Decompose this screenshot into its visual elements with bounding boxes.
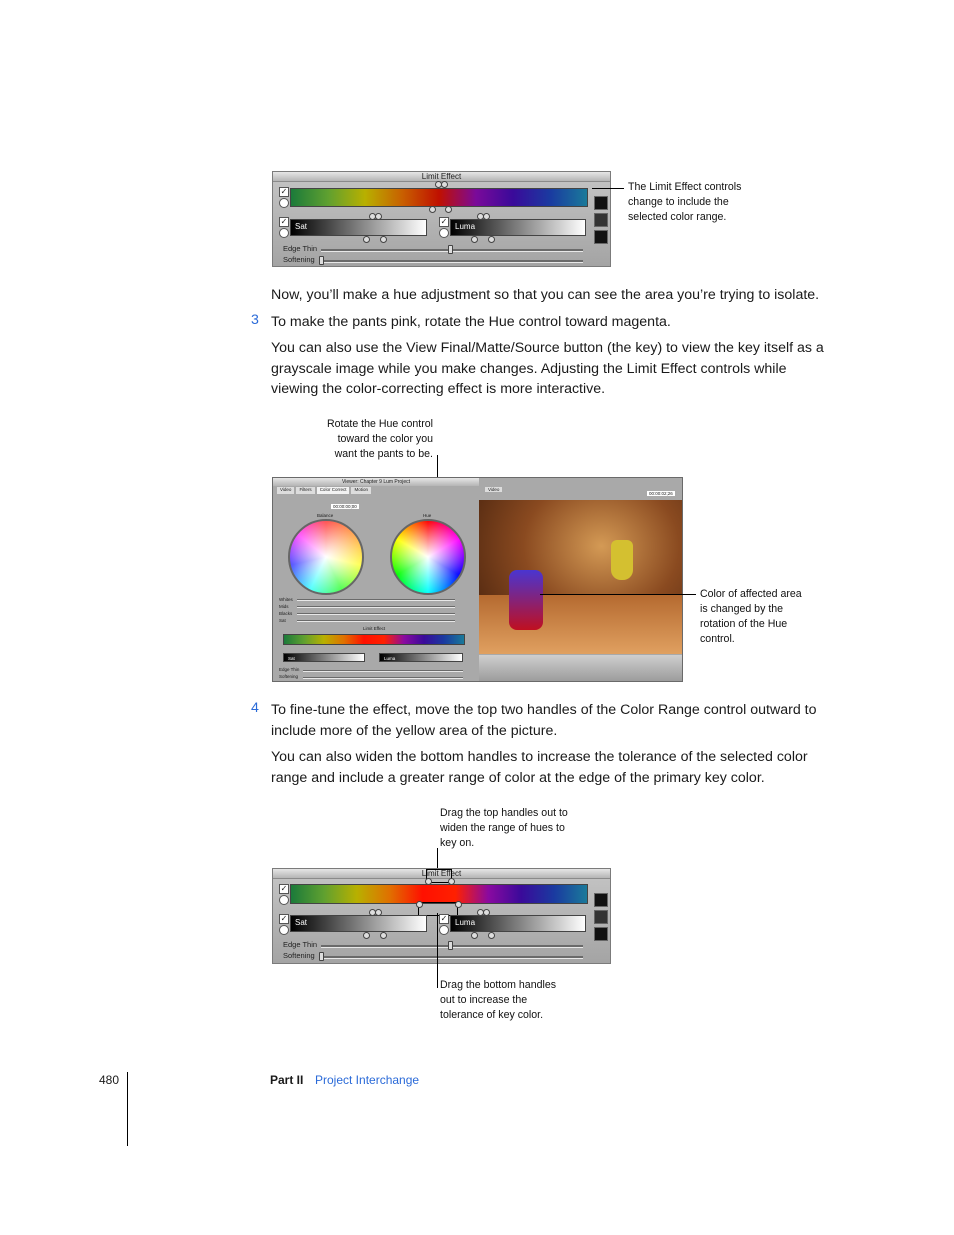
caption-top-leader-3 xyxy=(437,848,438,868)
eyedropper-icon[interactable] xyxy=(594,196,608,210)
hue-invert-radio-3[interactable] xyxy=(279,895,289,905)
sat-bottom-handle-left[interactable] xyxy=(363,236,370,243)
softening-label: Softening xyxy=(283,255,315,264)
pants-highlight xyxy=(509,570,543,630)
top-handle-right-3[interactable] xyxy=(448,878,455,885)
luma-bottom-handle-left-3[interactable] xyxy=(471,932,478,939)
edge-thin-label-mini: Edge Thin xyxy=(279,667,300,672)
bottom-handle-right-3[interactable] xyxy=(455,901,462,908)
bottom-handle-left[interactable] xyxy=(429,206,436,213)
slider-label-whites: Whites xyxy=(279,597,293,602)
step-3-number: 3 xyxy=(251,312,259,328)
color-range-bar-3[interactable] xyxy=(290,884,588,904)
caption-bottom-leader-3 xyxy=(437,913,438,988)
blacks-slider[interactable] xyxy=(297,613,455,615)
hue-invert-radio[interactable] xyxy=(279,198,289,208)
viewer-title-bar: Viewer: Chapter 9 Lum Project xyxy=(273,478,479,486)
step-4-number: 4 xyxy=(251,700,259,716)
color-range-bar[interactable] xyxy=(290,188,588,207)
select-color-icon-3[interactable] xyxy=(594,910,608,924)
mids-slider[interactable] xyxy=(297,606,455,608)
view-key-icon[interactable] xyxy=(594,230,608,244)
figure3-caption-bottom: Drag the bottom handles out to increase the tolerance of key color. xyxy=(440,979,557,1021)
softening-label-mini: Softening xyxy=(279,674,299,679)
footer-section: Project Interchange xyxy=(315,1073,420,1087)
luma-enable-checkbox-3[interactable]: ✓ xyxy=(440,914,448,923)
paragraph-1: Now, you’ll make a hue adjustment so that you can see the area you’re trying to isolate. xyxy=(271,287,820,303)
luma-bottom-handle-left[interactable] xyxy=(471,236,478,243)
luma-range-bar[interactable]: Luma xyxy=(450,219,586,236)
color-range-bar-mini[interactable] xyxy=(283,634,465,645)
paragraph-2: You can also use the View Final/Matte/Source button (the key) to view the key itself as a grayscale image while you make changes. Adjusting the Limit Effect controls while viewing the color-correcting effect is more interactive. xyxy=(271,340,824,397)
bottom-handles-highlight-box xyxy=(418,902,458,916)
footer-part: Part II xyxy=(270,1073,304,1087)
hue-enable-checkbox[interactable]: ✓ xyxy=(280,187,288,196)
top-handle-right[interactable] xyxy=(441,181,448,188)
softening-label-3: Softening xyxy=(283,951,315,960)
edge-thin-label: Edge Thin xyxy=(283,244,318,253)
dancer-dress xyxy=(611,540,633,580)
timecode-left: 00:00:00;00 xyxy=(333,504,357,509)
sat-bottom-handle-left-3[interactable] xyxy=(363,932,370,939)
sat-enable-checkbox-3[interactable]: ✓ xyxy=(280,914,288,923)
softening-slider-3[interactable] xyxy=(321,956,583,959)
sat-slider[interactable] xyxy=(297,620,455,622)
sat-invert-radio-3[interactable] xyxy=(279,925,289,935)
sat-range-bar-mini[interactable]: Sat xyxy=(283,653,365,662)
step-3-text: To make the pants pink, rotate the Hue control toward magenta. xyxy=(271,314,671,330)
limit-effect-panel-3 xyxy=(272,868,611,964)
whites-slider[interactable] xyxy=(297,599,455,601)
figure1-caption: The Limit Effect controls change to include the selected color range. xyxy=(628,181,742,223)
luma-bottom-handle-right[interactable] xyxy=(488,236,495,243)
tab-color-correct[interactable]: Color Correct xyxy=(317,487,350,494)
caption-right-leader xyxy=(540,594,696,595)
tab-motion[interactable]: Motion xyxy=(351,487,371,494)
balance-label: Balance xyxy=(317,513,334,518)
paragraph-3: You can also widen the bottom handles to increase the tolerance of the selected color range and include a greater range of color at the edge of the primary key color. xyxy=(271,749,808,786)
luma-range-bar-mini[interactable]: Luma xyxy=(379,653,463,662)
figure3-caption-top: Drag the top handles out to widen the range of hues to key on. xyxy=(440,807,568,849)
eyedropper-icon-3[interactable] xyxy=(594,893,608,907)
luma-invert-radio-3[interactable] xyxy=(439,925,449,935)
sat-enable-checkbox[interactable]: ✓ xyxy=(280,217,288,226)
timecode-right: 00:00:02;26 xyxy=(649,491,673,496)
softening-handle-3[interactable] xyxy=(319,952,324,961)
slider-label-sat: Sat xyxy=(279,618,286,623)
select-color-icon[interactable] xyxy=(594,213,608,227)
viewer-tabs xyxy=(277,487,371,494)
bottom-handle-right[interactable] xyxy=(445,206,452,213)
softening-handle[interactable] xyxy=(319,256,324,265)
tab-video[interactable]: Video xyxy=(277,487,294,494)
video-tab-label[interactable]: Video xyxy=(485,487,502,492)
step-4-text: To fine-tune the effect, move the top two handles of the Color Range control outward to include more of the yellow area of the picture. xyxy=(271,702,817,739)
limit-effect-panel-1 xyxy=(272,171,611,267)
luma-enable-checkbox[interactable]: ✓ xyxy=(440,217,448,226)
softening-slider[interactable] xyxy=(321,260,583,263)
video-frame xyxy=(479,500,683,654)
sat-invert-radio[interactable] xyxy=(279,228,289,238)
footer-divider xyxy=(127,1072,128,1146)
edge-thin-handle-3[interactable] xyxy=(448,941,453,950)
bottom-handle-left-3[interactable] xyxy=(416,901,423,908)
hue-wheel[interactable] xyxy=(390,519,466,595)
balance-wheel[interactable] xyxy=(288,519,364,595)
sat-top-handle-right[interactable] xyxy=(375,213,382,220)
panel-title-3: Limit Effect xyxy=(273,869,610,879)
luma-top-handle-right-3[interactable] xyxy=(483,909,490,916)
slider-label-mids: Mids xyxy=(279,604,289,609)
edge-thin-handle[interactable] xyxy=(448,245,453,254)
limit-effect-title: Limit Effect xyxy=(363,626,386,631)
figure2-caption-top: Rotate the Hue control toward the color you want the pants to be. xyxy=(327,418,433,460)
caption-leader-line xyxy=(592,188,624,189)
slider-labels xyxy=(279,596,293,624)
transport-controls[interactable] xyxy=(479,655,683,681)
sat-top-handle-right-3[interactable] xyxy=(375,909,382,916)
edge-thin-label-3: Edge Thin xyxy=(283,940,318,949)
luma-bottom-handle-right-3[interactable] xyxy=(488,932,495,939)
sat-bottom-handle-right[interactable] xyxy=(380,236,387,243)
edge-thin-slider-mini[interactable] xyxy=(303,670,463,672)
view-key-icon-3[interactable] xyxy=(594,927,608,941)
luma-invert-radio[interactable] xyxy=(439,228,449,238)
sat-range-bar[interactable]: Sat xyxy=(290,219,427,236)
tab-filters[interactable]: Filters xyxy=(296,487,314,494)
figure2-caption-right: Color of affected area is changed by the rotation of the Hue control. xyxy=(700,588,802,645)
slider-label-blacks: Blacks xyxy=(279,611,293,616)
softening-slider-mini[interactable] xyxy=(303,677,463,679)
page-number: 480 xyxy=(99,1073,120,1087)
hue-label: Hue xyxy=(423,513,432,518)
sat-range-bar-3[interactable]: Sat xyxy=(290,915,427,932)
top-handle-left-3[interactable] xyxy=(425,878,432,885)
sat-bottom-handle-right-3[interactable] xyxy=(380,932,387,939)
hue-enable-checkbox-3[interactable]: ✓ xyxy=(280,884,288,893)
viewer-window xyxy=(272,477,683,682)
luma-top-handle-right[interactable] xyxy=(483,213,490,220)
panel-title: Limit Effect xyxy=(273,172,610,182)
luma-range-bar-3[interactable]: Luma xyxy=(450,915,586,932)
